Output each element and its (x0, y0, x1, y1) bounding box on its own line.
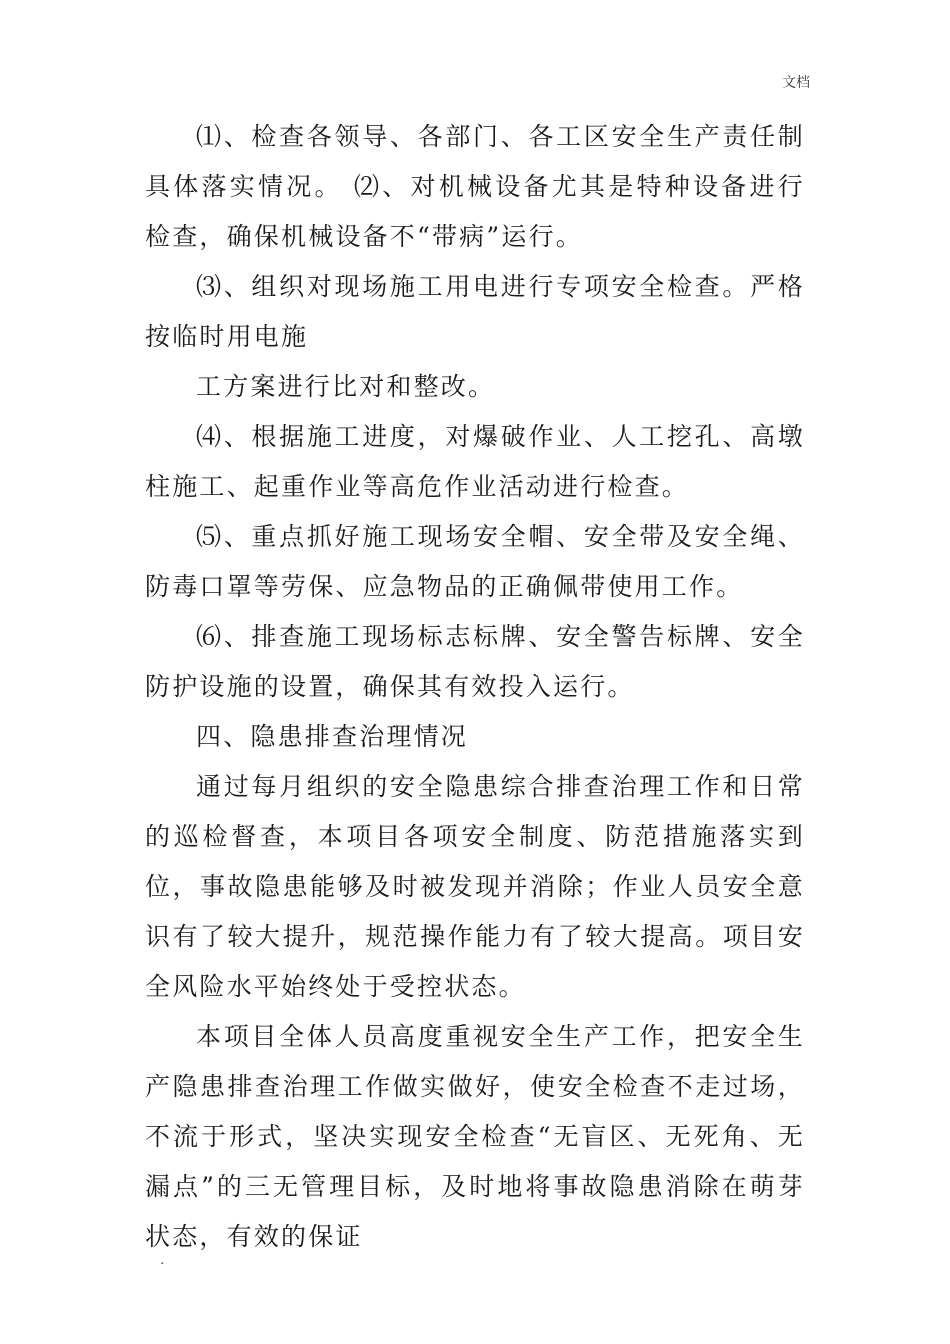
paragraph-item-1: ⑴、检查各领导、各部门、各工区安全生产责任制具体落实情况。 ⑵、对机械设备尤其是特种设备进行检查，确保机械设备不“带病”运行。 (145, 122, 805, 251)
paragraph-item-4: ⑷、根据施工进度，对爆破作业、人工挖孔、高墩柱施工、起重作业等高危作业活动进行检查。 (145, 422, 805, 501)
footer-mark: . (160, 1252, 165, 1268)
paragraph-item-6: ⑹、排查施工现场标志标牌、安全警告标牌、安全防护设施的设置，确保其有效投入运行。 (145, 622, 805, 701)
paragraph-item-5: ⑸、重点抓好施工现场安全帽、安全带及安全绳、防毒口罩等劳保、应急物品的正确佩带使用工作。 (145, 522, 805, 601)
paragraph-item-3: 工方案进行比对和整改。 (196, 372, 496, 401)
paragraph-item-7: 通过每月组织的安全隐患综合排查治理工作和日常的巡检督查，本项目各项安全制度、防范措施落实到位，事故隐患能够及时被发现并消除；作业人员安全意识有了较大提升，规范操作能力有了较大提高。项目安全风险水平始终处于受控状态。 (145, 772, 805, 1001)
page-header-label: 文档 (782, 75, 810, 91)
paragraph-item-8: 本项目全体人员高度重视安全生产工作，把安全生产隐患排查治理工作做实做好，使安全检查不走过场，不流于形式，坚决实现安全检查“无盲区、无死角、无漏点”的三无管理目标，及时地将事故隐患消除在萌芽状态，有效的保证 (145, 1022, 805, 1251)
section-heading: 四、隐患排查治理情况 (196, 722, 469, 751)
document-body (145, 112, 805, 1262)
paragraph-item-2: ⑶、组织对现场施工用电进行专项安全检查。严格按临时用电施 (145, 272, 805, 351)
